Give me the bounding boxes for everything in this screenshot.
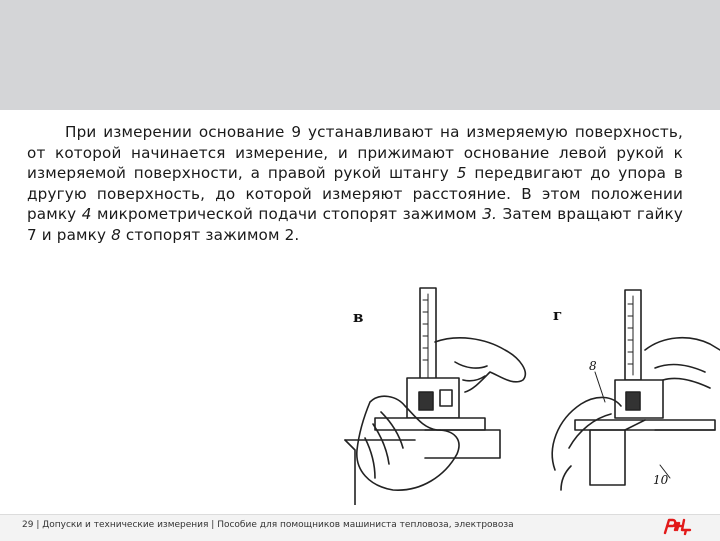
- ref-number-4: 4: [81, 205, 92, 224]
- rzd-logo: [662, 516, 692, 536]
- panel-g-drawing: [552, 290, 720, 490]
- header-band: [0, 0, 720, 110]
- measurement-illustration: [325, 280, 720, 505]
- panel-g-letter: г: [553, 306, 563, 324]
- callout-10: 10: [653, 473, 669, 487]
- ref-number-5: 5: [456, 164, 467, 183]
- instruction-paragraph: При измерении основание 9 устанавливают на измеряемую поверхность, от которой начинается измерение, и прижимают основание левой рукой к измеряемой поверхности, а правой рукой штангу 5 передвигают до упора в другую поверхность, до которой измеряют расстояние. В этом положении рамку 4 микрометрической подачи стопорят зажимом 3. Затем вращают гайку 7 и рамку 8 стопорят зажимом 2.: [27, 123, 683, 244]
- callout-8: 8: [589, 359, 597, 373]
- panel-v-drawing: [345, 288, 525, 505]
- ref-number-3: 3.: [482, 205, 498, 224]
- panel-v-letter: в: [353, 308, 364, 326]
- footer-text: 29 | Допуски и технические измерения | Пособие для помощников машиниста тепловоза, электровоза: [22, 520, 514, 530]
- ref-number-8: 8: [111, 225, 121, 244]
